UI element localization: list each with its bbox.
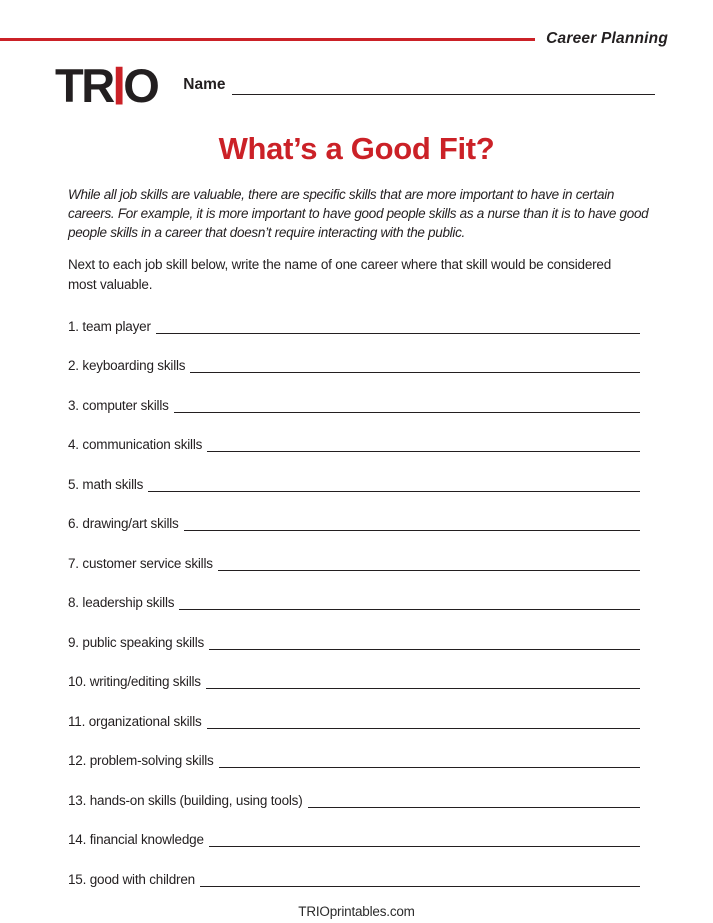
skill-row xyxy=(68,413,640,453)
skill-row xyxy=(68,768,640,808)
skill-label: 2. keyboarding skills xyxy=(68,358,186,373)
intro-line: careers. For example, it is more important to have good people skills as a nurse than it is to have good xyxy=(68,206,649,221)
skill-label: 4. communication skills xyxy=(68,437,203,452)
footer-site: TRIOprintables.com xyxy=(298,903,415,919)
intro-line: While all job skills are valuable, there are specific skills that are more important to have in certain xyxy=(68,187,615,202)
skill-row xyxy=(68,531,640,571)
skill-row xyxy=(68,492,640,532)
logo-name-row xyxy=(0,54,713,117)
instructions-line: most valuable. xyxy=(68,276,153,292)
skill-row xyxy=(68,610,640,650)
name-label: Name xyxy=(183,76,226,93)
page-header xyxy=(0,0,713,48)
name-input-line[interactable] xyxy=(232,79,656,95)
skill-answer-line[interactable] xyxy=(179,596,640,610)
skill-row xyxy=(68,847,640,887)
skill-answer-line[interactable] xyxy=(206,675,640,689)
skill-label: 3. computer skills xyxy=(68,397,169,413)
logo-part-o: O xyxy=(123,59,158,112)
skill-answer-line[interactable] xyxy=(148,478,640,492)
skill-label: 11. organizational skills xyxy=(68,713,202,729)
skill-answer-line[interactable] xyxy=(184,517,640,531)
skill-label: 15. good with children xyxy=(68,871,195,887)
skill-row xyxy=(68,689,640,729)
skill-answer-line[interactable] xyxy=(200,873,640,887)
skill-label: 5. math skills xyxy=(68,476,144,492)
skill-label: 6. drawing/art skills xyxy=(68,516,179,531)
skill-row xyxy=(68,294,640,334)
skill-label: 13. hands-on skills (building, using tools) xyxy=(68,792,303,808)
instructions-paragraph xyxy=(68,255,713,294)
instructions-line: Next to each job skill below, write the name of one career where that skill would be considered xyxy=(68,257,612,272)
page-title: What’s a Good Fit? xyxy=(218,131,495,166)
skill-row xyxy=(68,571,640,611)
name-field xyxy=(183,76,655,95)
skill-answer-line[interactable] xyxy=(308,794,640,808)
header-category: Career Planning xyxy=(546,30,668,47)
skill-row xyxy=(68,729,640,769)
intro-line: people skills in a career that doesn’t require interacting with the public. xyxy=(68,225,465,240)
skill-answer-line[interactable] xyxy=(207,715,640,729)
skill-list xyxy=(68,294,640,887)
skill-answer-line[interactable] xyxy=(209,636,640,650)
skill-label: 14. financial knowledge xyxy=(68,832,204,847)
skill-answer-line[interactable] xyxy=(207,438,640,452)
skill-row xyxy=(68,808,640,848)
skill-row xyxy=(68,334,640,374)
skill-label: 9. public speaking skills xyxy=(68,634,205,650)
skill-label: 10. writing/editing skills xyxy=(68,674,201,689)
trio-logo xyxy=(55,54,158,117)
intro-paragraph xyxy=(68,185,713,242)
skill-answer-line[interactable] xyxy=(156,320,640,334)
skill-label: 1. team player xyxy=(68,318,151,334)
skill-answer-line[interactable] xyxy=(219,754,640,768)
skill-label: 7. customer service skills xyxy=(68,555,213,571)
skill-answer-line[interactable] xyxy=(190,359,640,373)
skill-label: 12. problem-solving skills xyxy=(68,753,214,768)
logo-part-i: I xyxy=(112,54,124,117)
header-rule xyxy=(0,38,535,41)
skill-label: 8. leadership skills xyxy=(68,595,175,610)
skill-answer-line[interactable] xyxy=(209,833,640,847)
logo-part-tr: TR xyxy=(55,59,113,112)
skill-row xyxy=(68,650,640,690)
skill-row xyxy=(68,452,640,492)
skill-answer-line[interactable] xyxy=(174,399,640,413)
skill-answer-line[interactable] xyxy=(218,557,640,571)
skill-row xyxy=(68,373,640,413)
